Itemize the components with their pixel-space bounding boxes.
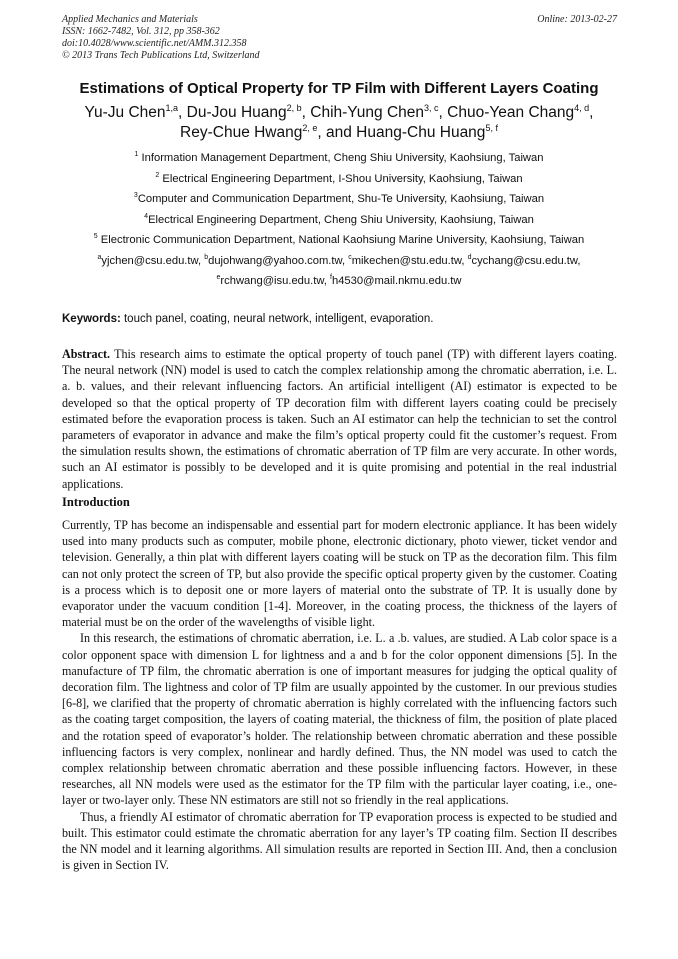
- journal-name: Applied Mechanics and Materials: [62, 14, 198, 25]
- author-sep: , and: [317, 124, 357, 141]
- keywords: [62, 312, 618, 326]
- journal-doi: doi:10.4028/www.scientific.net/AMM.312.358: [62, 38, 247, 49]
- keywords-label: Keywords:: [62, 313, 121, 325]
- intro-paragraph: In this research, the estimations of chromatic aberration, i.e. L. a .b. values, are studied. A Lab color space is a color opponent space with dimension L for lightness and a and b for the color opponent dimensions [5]. In the manufacture of TP film, the chromatic aberration is one of important measures for judging the optical quality of decoration film. The lightness and color of TP film are usually appointed by the customer. In our previous studies [6-8], we clarified that the property of chromatic aberration is highly correlated with the influencing factors such as the coating target composition, the layers of coating material, the thickness of film, the position of plate placed and the rotation speed of evaporator’s holder. The relationship between chromatic aberration and these possible influencing factors is very complex, nonlinear and hardly defined. Thus, the NN model was used to catch the complex relationship between chromatic aberration and these possible influencing factors. However, in these researches, all NN models were used as the estimator for the TP film with the particular layer coating, i.e., one-layer or two-layer only. These NN estimators are still not so friendly in the real applications.: [62, 631, 617, 808]
- author-sup: 2, b: [286, 103, 302, 113]
- author-sup: 5, f: [485, 123, 498, 133]
- affiliation: [40, 169, 638, 190]
- abstract-label: Abstract.: [62, 347, 111, 361]
- keywords-text: touch panel, coating, neural network, intelligent, evaporation.: [120, 313, 434, 325]
- author: Huang-Chu Huang: [356, 124, 486, 141]
- email-line-2: [40, 271, 638, 292]
- author-sup: 4, d: [574, 103, 590, 113]
- author-sep: ,: [438, 104, 448, 121]
- email-sup: b: [204, 253, 209, 261]
- intro-paragraph: Currently, TP has become an indispensable and essential part for modern electronic appliance. It has been widely used into many products such as computer, mobile phone, electronic dictionary, photo viewer, ticket vendor and television. Generally, a thin plat with different layers coating will be stuck on TP as the decoration film. This film can not only protect the screen of TP, but also provide the specific optical property given by the customer. Coating is a process which is to deposit one or more layers of material onto the substrate of TP. It is usually done by evaporator under the vacuum condition [1-4]. Moreover, in the coating process, the thickness of the layers of material must be on the order of the wavelengths of visible light.: [62, 518, 617, 630]
- affiliation-text: Electrical Engineering Department, Cheng Shiu University, Kaohsiung, Taiwan: [148, 213, 534, 226]
- email-sup: a: [97, 253, 102, 261]
- affiliation: [40, 148, 638, 169]
- author: Chih-Yung Chen: [310, 104, 425, 121]
- affiliation-text: Information Management Department, Cheng Shiu University, Kaohsiung, Taiwan: [138, 152, 544, 164]
- author-sup: 2, e: [302, 123, 318, 133]
- affiliation-sup: 5: [93, 233, 98, 240]
- affiliation: [40, 189, 638, 210]
- author-sep: ,: [589, 104, 594, 121]
- author: Yu-Ju Chen: [84, 104, 166, 121]
- email-sup: e: [216, 274, 221, 281]
- email-sup: d: [467, 253, 472, 261]
- author: Du-Jou Huang: [186, 104, 287, 121]
- abstract-paragraph: [62, 346, 617, 492]
- email-text[interactable]: mikechen@stu.edu.tw,: [351, 254, 468, 267]
- affiliation-sup: 1: [134, 151, 139, 158]
- affiliation-text: Computer and Communication Department, Shu-Te University, Kaohsiung, Taiwan: [137, 193, 545, 205]
- author: Chuo-Yean Chang: [447, 104, 575, 121]
- email-text[interactable]: cychang@csu.edu.tw,: [471, 254, 581, 267]
- introduction-heading: Introduction: [62, 495, 130, 509]
- email-text[interactable]: h4530@mail.nkmu.edu.tw: [331, 275, 462, 287]
- journal-header: [62, 14, 260, 62]
- author-sep: ,: [178, 104, 187, 121]
- affiliation-text: Electronic Communication Department, National Kaohsiung Marine University, Kaohsiung, Taiwan: [97, 234, 585, 246]
- author-line-1: [40, 103, 638, 123]
- abstract-text: This research aims to estimate the optical property of touch panel (TP) with different layers coating. The neural network (NN) model is used to catch the complex relationship among the chromatic aberration, i.e. L. a. b. values, and their relevant influencing factors. An artificial intelligent (AI) estimator is expected to be developed so that the optical property of TP decoration film with different layers coating could be precisely estimated before the evaporation process is taken. Such an AI estimator can help the technician to set the control parameters of evaporator in advance and make the film’s optical property could fit the customer’s request. From the simulation results shown, the estimations of chromatic aberration of TP film are very accurate. In other words, such an AI estimator is possibly to be developed and it is quite promising and potential in the real industrial applications.: [62, 347, 617, 491]
- online-date: Online: 2013-02-27: [537, 14, 617, 25]
- affiliation-list: [40, 148, 638, 292]
- journal-issn: ISSN: 1662-7482, Vol. 312, pp 358-362: [62, 26, 220, 37]
- email-text[interactable]: dujohwang@yahoo.com.tw,: [208, 254, 349, 267]
- email-text[interactable]: rchwang@isu.edu.tw,: [220, 275, 331, 287]
- author-line-2: [40, 123, 638, 143]
- introduction-body: [62, 517, 617, 873]
- affiliation-sup: 3: [133, 192, 138, 199]
- email-sup: f: [330, 274, 332, 281]
- affiliation-sup: 2: [155, 171, 160, 179]
- email-text[interactable]: yjchen@csu.edu.tw,: [101, 254, 205, 267]
- affiliation: [40, 230, 638, 251]
- affiliation: [40, 210, 638, 231]
- author-sep: ,: [301, 104, 311, 121]
- email-line-1: [40, 251, 638, 272]
- paper-title: Estimations of Optical Property for TP Film with Different Layers Coating: [79, 80, 599, 97]
- abstract: [62, 346, 617, 492]
- author: Rey-Chue Hwang: [180, 124, 303, 141]
- author-sup: 1,a: [165, 103, 179, 113]
- affiliation-text: Electrical Engineering Department, I-Shou University, Kaohsiung, Taiwan: [159, 172, 523, 185]
- journal-copyright: © 2013 Trans Tech Publications Ltd, Switzerland: [62, 50, 260, 61]
- author-list: [40, 103, 638, 143]
- author-sup: 3, c: [424, 103, 439, 113]
- email-sup: c: [348, 253, 352, 261]
- intro-paragraph: Thus, a friendly AI estimator of chromatic aberration for TP evaporation process is expected to be studied and built. This estimator could estimate the chromatic aberration for any layer’s TP coating film. Section II describes the NN model and it learning algorithms. All simulation results are reported in Section III. And, then a conclusion is given in Section IV.: [62, 809, 617, 873]
- affiliation-sup: 4: [144, 212, 149, 220]
